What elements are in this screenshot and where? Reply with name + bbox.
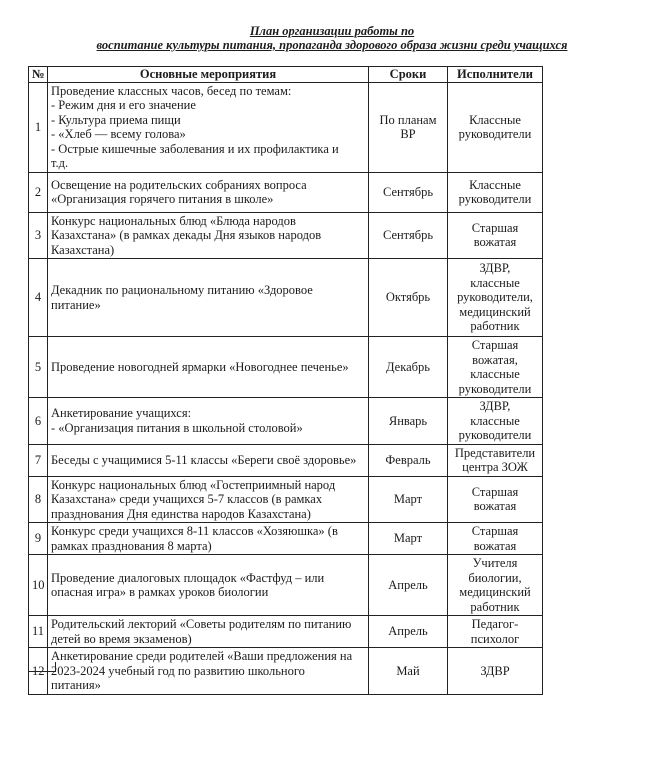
- event-cell-line: Декадник по рациональному питанию «Здоровое: [51, 283, 313, 297]
- table-row: [29, 555, 543, 616]
- term-cell-line: По планам: [379, 112, 437, 127]
- event-cell-line: рамках празднования 8 марта): [51, 538, 212, 553]
- event-cell: [48, 172, 369, 212]
- event-cell: [48, 555, 369, 616]
- document-title-line-2: воспитание культуры питания, пропаганда здорового образа жизни среди учащихся: [96, 38, 568, 52]
- row-number: 12: [29, 648, 48, 695]
- header-executors: Исполнители: [448, 67, 543, 83]
- row-number: 8: [29, 476, 48, 523]
- term-cell-line: Февраль: [385, 452, 431, 467]
- table-row: [29, 337, 543, 398]
- table-row: [29, 476, 543, 523]
- event-cell-line: опасная игра» в рамках уроков биологии: [51, 585, 269, 599]
- event-cell-line: питание»: [51, 297, 101, 312]
- term-cell-line: Декабрь: [386, 359, 430, 374]
- event-cell-line: - Острые кишечные заболевания и их профилактика и: [51, 141, 339, 156]
- event-cell: [48, 476, 369, 523]
- table-row: [29, 212, 543, 259]
- executor-cell: [448, 212, 543, 259]
- executor-cell-line: ЗДВР,: [479, 261, 511, 276]
- executor-cell: [448, 523, 543, 555]
- executor-cell-line: медицинский: [459, 585, 531, 599]
- executor-cell-line: вожатая: [473, 538, 517, 553]
- executor-cell-line: вожатая: [473, 499, 517, 514]
- row-number: 11: [29, 616, 48, 648]
- row-number: 9: [29, 523, 48, 555]
- event-cell-line: - Режим дня и его значение: [51, 98, 196, 112]
- executor-cell-line: классные: [470, 275, 520, 290]
- plan-table-body: [29, 82, 543, 694]
- event-cell-line: Казахстана): [51, 242, 115, 257]
- table-row: [29, 172, 543, 212]
- term-cell-line: Апрель: [388, 624, 428, 639]
- executor-cell: [448, 82, 543, 172]
- executor-cell-line: Старшая: [471, 338, 519, 352]
- executor-cell-line: ЗДВР,: [479, 399, 511, 413]
- term-cell: [369, 648, 448, 695]
- table-row: [29, 82, 543, 172]
- term-cell: [369, 555, 448, 616]
- executor-cell-line: классные: [470, 367, 520, 381]
- term-cell-line: ВР: [400, 127, 416, 141]
- event-cell-line: Проведение классных часов, бесед по темам:: [51, 83, 292, 98]
- executor-cell: [448, 555, 543, 616]
- event-cell-line: празднования Дня единства народов Казахстана): [51, 506, 311, 521]
- event-cell: [48, 212, 369, 259]
- term-cell-line: Апрель: [388, 577, 428, 592]
- event-cell-line: Проведение диалоговых площадок «Фастфуд – или: [51, 570, 325, 585]
- executor-cell-line: классные: [470, 413, 520, 428]
- executor-cell: [448, 172, 543, 212]
- row-number: 4: [29, 259, 48, 337]
- term-cell: [369, 476, 448, 523]
- event-cell-line: Анкетирование учащихся:: [51, 406, 192, 421]
- event-cell-line: питания»: [51, 678, 101, 692]
- event-cell-line: детей во время экзаменов): [51, 631, 192, 646]
- term-cell: [369, 172, 448, 212]
- term-cell-line: Сентябрь: [382, 228, 434, 242]
- executor-cell-line: Классные: [469, 112, 521, 127]
- executor-cell-line: работник: [470, 599, 520, 614]
- event-cell-line: - «Хлеб — всему голова»: [51, 127, 186, 141]
- term-cell: [369, 444, 448, 476]
- event-cell-line: Казахстана» среди учащихся 5-7 классов (в рамках: [51, 492, 323, 506]
- term-cell-line: Январь: [388, 413, 428, 428]
- executor-cell-line: Представители: [454, 445, 536, 460]
- executor-cell-line: Педагог-: [471, 617, 519, 631]
- executor-cell-line: Старшая: [471, 484, 519, 499]
- executor-cell-line: руководители: [458, 127, 532, 141]
- executor-cell: [448, 476, 543, 523]
- term-cell: [369, 337, 448, 398]
- executor-cell-line: руководители,: [457, 290, 533, 305]
- plan-table: [28, 66, 543, 695]
- event-cell-line: т.д.: [51, 156, 69, 170]
- executor-cell-line: руководители: [458, 381, 532, 396]
- table-row: [29, 616, 543, 648]
- executor-cell-line: медицинский: [459, 304, 531, 319]
- term-cell: [369, 259, 448, 337]
- row-number: 6: [29, 398, 48, 445]
- executor-cell-line: работник: [470, 319, 520, 334]
- event-cell: [48, 523, 369, 555]
- event-cell: [48, 337, 369, 398]
- term-cell-line: Май: [396, 663, 420, 678]
- event-cell-line: «Организация горячего питания в школе»: [51, 192, 274, 206]
- executor-cell-line: ЗДВР: [480, 663, 510, 678]
- header-events: Основные мероприятия: [48, 67, 369, 83]
- executor-cell: [448, 337, 543, 398]
- executor-cell: [448, 616, 543, 648]
- event-cell-line: Анкетирование среди родителей «Ваши предложения на: [51, 649, 353, 663]
- executor-cell-line: Старшая: [471, 220, 519, 235]
- executor-cell-line: центра ЗОЖ: [462, 460, 528, 474]
- event-cell-line: Проведение новогодней ярмарки «Новогоднее печенье»: [51, 359, 349, 374]
- term-cell: [369, 398, 448, 445]
- event-cell: [48, 616, 369, 648]
- row-number: 10: [29, 555, 48, 616]
- executor-cell-line: Учителя: [472, 556, 518, 570]
- event-cell: [48, 259, 369, 337]
- event-cell-line: Беседы с учащимися 5-11 классы «Береги своё здоровье»: [51, 452, 357, 467]
- executor-cell-line: вожатая,: [472, 352, 518, 367]
- executor-cell: [448, 648, 543, 695]
- term-cell-line: Март: [393, 531, 423, 546]
- executor-cell-line: Классные: [469, 177, 521, 192]
- row-number: 5: [29, 337, 48, 398]
- row-number: 3: [29, 212, 48, 259]
- document-title-line-1: План организации работы по: [249, 24, 415, 38]
- event-cell: [48, 398, 369, 445]
- term-cell-line: Сентябрь: [382, 184, 434, 199]
- table-bottom-mark: [28, 662, 56, 672]
- header-terms: Сроки: [369, 67, 448, 83]
- executor-cell-line: биологии,: [468, 570, 522, 585]
- executor-cell: [448, 444, 543, 476]
- term-cell-line: Октябрь: [385, 290, 431, 305]
- event-cell-line: Конкурс среди учащихся 8-11 классов «Хозяюшка» (в: [51, 524, 338, 538]
- event-cell-line: Освещение на родительских собраниях вопроса: [51, 177, 307, 192]
- event-cell-line: - «Организация питания в школьной столовой»: [51, 420, 303, 435]
- term-cell: [369, 616, 448, 648]
- executor-cell-line: вожатая: [473, 235, 517, 250]
- executor-cell: [448, 259, 543, 337]
- term-cell: [369, 82, 448, 172]
- row-number: 7: [29, 444, 48, 476]
- table-row: [29, 444, 543, 476]
- term-cell: [369, 523, 448, 555]
- executor-cell: [448, 398, 543, 445]
- event-cell-line: Казахстана» (в рамках декады Дня языков народов: [51, 228, 322, 242]
- header-number: №: [29, 67, 48, 83]
- event-cell-line: 2023-2024 учебный год по развитию школьного: [51, 663, 305, 678]
- event-cell-line: - Культура приема пищи: [51, 112, 181, 127]
- event-cell: [48, 648, 369, 695]
- table-row: [29, 398, 543, 445]
- event-cell-line: Конкурс национальных блюд «Блюда народов: [51, 213, 296, 228]
- event-cell-line: Родительский лекторий «Советы родителям по питанию: [51, 617, 352, 631]
- executor-cell-line: психолог: [470, 631, 520, 646]
- event-cell-line: Конкурс национальных блюд «Гостеприимный народ: [51, 477, 336, 492]
- term-cell: [369, 212, 448, 259]
- row-number: 2: [29, 172, 48, 212]
- term-cell-line: Март: [393, 492, 423, 506]
- executor-cell-line: руководители: [458, 428, 532, 442]
- event-cell: [48, 82, 369, 172]
- table-row: [29, 648, 543, 695]
- row-number: 1: [29, 82, 48, 172]
- table-row: [29, 523, 543, 555]
- executor-cell-line: Старшая: [471, 524, 519, 538]
- table-row: [29, 259, 543, 337]
- table-header-row: [29, 67, 543, 83]
- executor-cell-line: руководители: [458, 192, 532, 206]
- event-cell: [48, 444, 369, 476]
